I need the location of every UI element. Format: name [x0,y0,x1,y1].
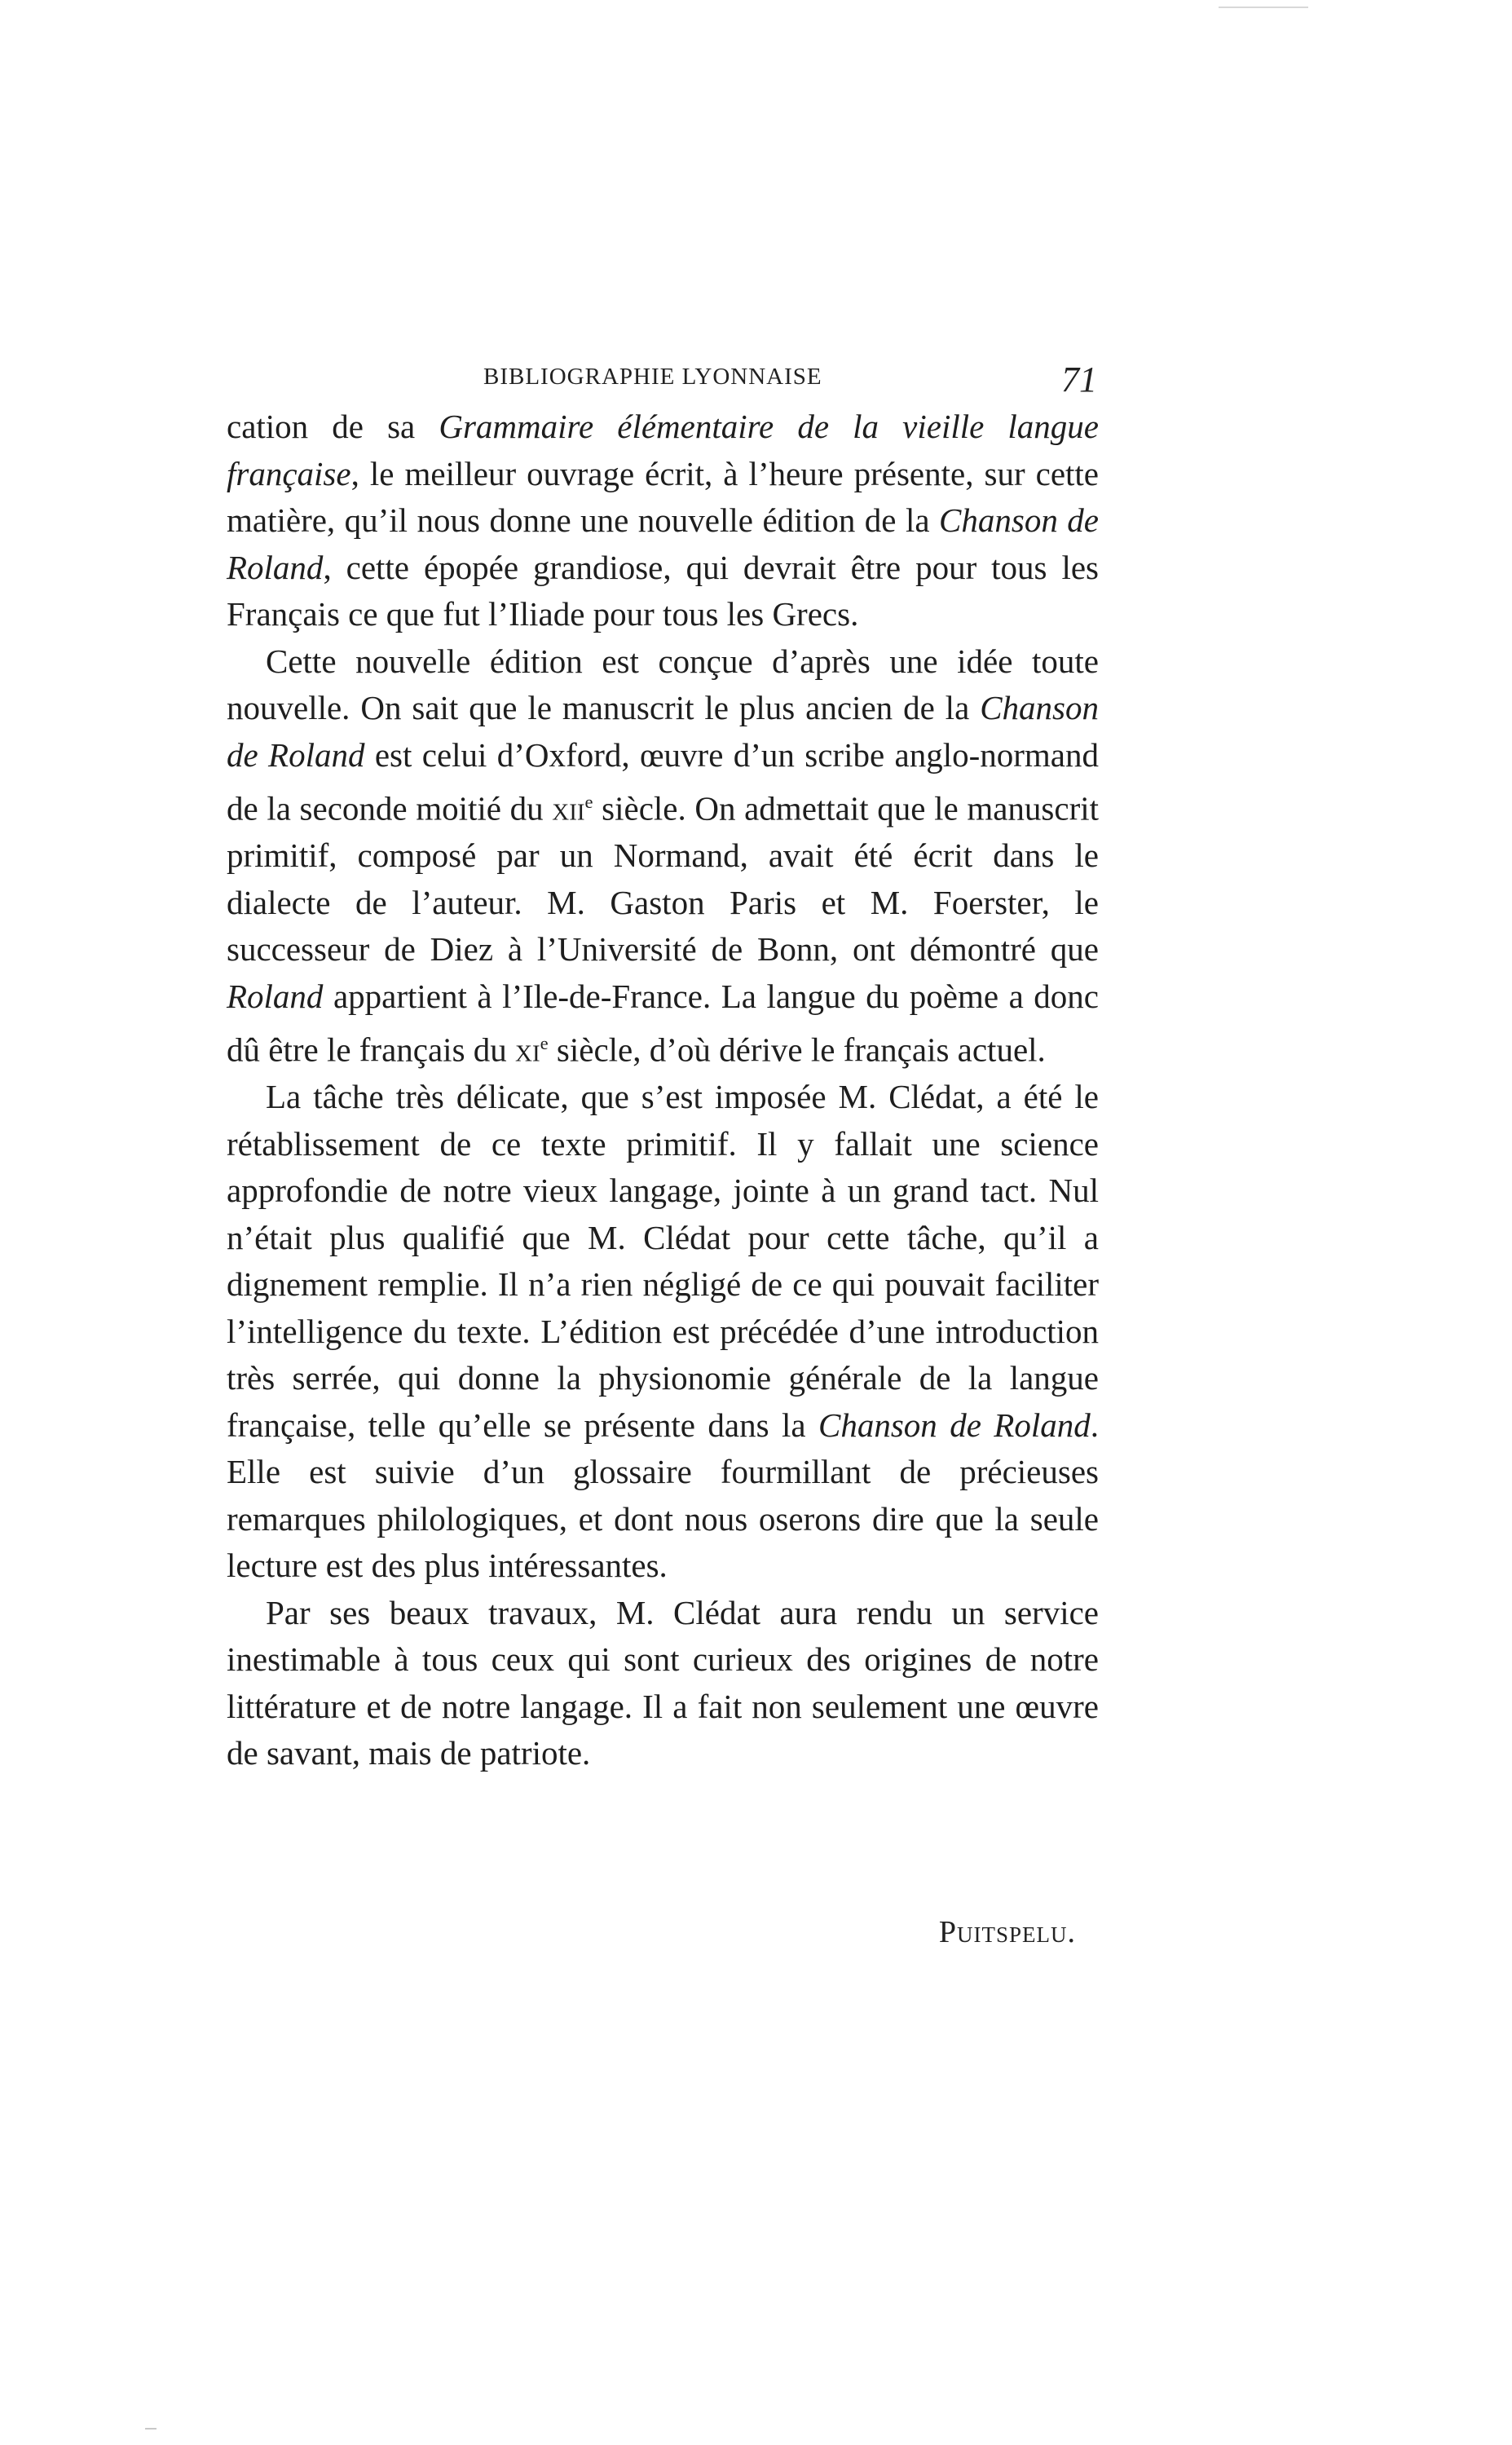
bottom-edge-mark [145,2428,156,2430]
running-head: BIBLIOGRAPHIE LYONNAISE [483,364,822,390]
page-number: 71 [1061,360,1097,399]
paragraph-grammaire: cation de sa Grammaire élémentaire de la vieille langue française, le meilleur ouvrage écrit, à l’heure présente, sur cette matière, qu’il nous donne une nouvelle édition de la Chanson de Roland, cette épopée grandiose, qui devrait être pour tous les Français ce que fut l’Iliade pour tous les Grecs. [227,408,1100,633]
top-edge-rule [1219,7,1308,8]
paragraph-nouvelle-edition: Cette nouvelle édition est conçue d’après une idée toute nouvelle. On sait que le manuscrit le plus ancien de la Chanson de Roland est celui d’Oxford, œuvre d’un scribe anglo-normand de la seconde moitié du xii$^e$ siècle. On admettait que le manuscrit primitif, composé par un Normand, avait été écrit dans le dialecte de l’auteur. M. Gaston Paris et M. Foerster, le successeur de Diez à l’Université de Bonn, ont démontré que Roland appartient à l’Ile-de-France. La langue du poème a donc dû être le français du $xi^e$ siècle, d’où dérive le français actuel. [227,642,1100,1069]
paragraph-beaux-travaux: Par ses beaux travaux, M. Clédat aura rendu un service inestimable à tous ceux qui sont curieux des origines de notre littérature et de notre langage. Il a fait non seulement une œuvre de savant, mais de patriote. [227,1593,1099,1772]
body-text [227,404,1099,1777]
page-header [227,359,1107,399]
author-signature: Puitspelu. [938,1915,1076,1949]
paragraph-tache-delicate: La tâche très délicate, que s’est imposée M. Clédat, a été le rétablissement de ce texte primitif. Il y fallait une science approfondie de notre vieux langage, jointe à un grand tact. Nul n’était plus qualifié que M. Clédat pour cette tâche, qu’il a dignement remplie. Il n’a rien négligé de ce qui pouvait faciliter l’intelligence du texte. L’édition est précédée d’une introduction très serrée, qui donne la physionomie générale de la langue française, telle qu’elle se présente dans la Chanson de Roland. Elle est suivie d’un glossaire fourmillant de précieuses remarques philologiques, et dont nous oserons dire que la seule lecture est des plus intéressantes. [227,1078,1099,1585]
